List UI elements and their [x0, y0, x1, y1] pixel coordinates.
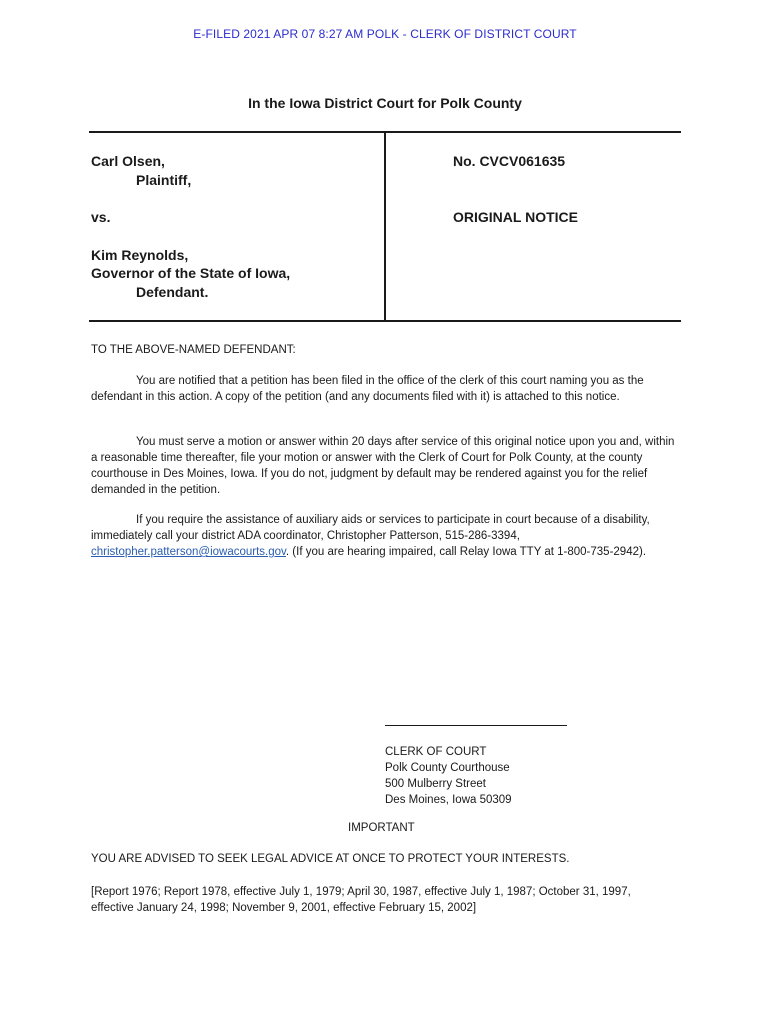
relay-text: . (If you are hearing impaired, call Relay Iowa TTY at 1-800-735-2942). [285, 546, 647, 558]
efiled-stamp: E-FILED 2021 APR 07 8:27 AM POLK - CLERK OF DISTRICT COURT [193, 27, 577, 41]
versus-label: vs. [91, 209, 111, 225]
notice-paragraph-3-text [91, 512, 676, 560]
courthouse-street: 500 Mulberry Street [385, 778, 486, 790]
signature-line [385, 725, 567, 726]
notice-paragraph-3 [91, 512, 676, 560]
ada-text: If you require the assistance of auxiliary aids or services to participate in court because of a disability, immediately call your district ADA coordinator, Christopher Patterson, 515-286-3394, [91, 514, 650, 542]
courthouse-city: Des Moines, Iowa 50309 [385, 794, 512, 806]
plaintiff-role: Plaintiff, [136, 172, 192, 188]
defendant-title: Governor of the State of Iowa, [91, 265, 291, 281]
caption-bottom-rule [89, 320, 681, 322]
plaintiff-name: Carl Olsen, [91, 153, 165, 169]
defendant-role: Defendant. [136, 284, 209, 300]
notice-paragraph-1-text: You are notified that a petition has been filed in the office of the clerk of this court naming you as the defendant in this action. A copy of the petition (and any documents filed with it) is attached to this notice. [91, 375, 644, 403]
caption-divider [384, 132, 386, 321]
report-history: [Report 1976; Report 1978, effective July 1, 1979; April 30, 1987, effective July 1, 1987; October 31, 1997, effective January 24, 1998; November 9, 2001, effective February 15, 2002] [91, 886, 631, 914]
notice-paragraph-2 [91, 434, 676, 498]
ada-email-link[interactable]: christopher.patterson@iowacourts.gov [91, 546, 286, 558]
important-heading: IMPORTANT [348, 822, 415, 834]
clerk-title: CLERK OF COURT [385, 746, 487, 758]
document-title: ORIGINAL NOTICE [453, 209, 578, 225]
legal-advice-notice: YOU ARE ADVISED TO SEEK LEGAL ADVICE AT ONCE TO PROTECT YOUR INTERESTS. [91, 853, 570, 865]
case-number: No. CVCV061635 [453, 153, 566, 169]
salutation: TO THE ABOVE-NAMED DEFENDANT: [91, 344, 296, 356]
notice-paragraph-1 [91, 373, 676, 405]
courthouse-name: Polk County Courthouse [385, 762, 510, 774]
defendant-name: Kim Reynolds, [91, 247, 189, 263]
clerk-address-block [385, 744, 512, 808]
notice-paragraph-2-text: You must serve a motion or answer within 20 days after service of this original notice upon you and, within a reasonable time thereafter, file your motion or answer with the Clerk of Court for Polk County, at the county courthouse in Des Moines, Iowa. If you do not, judgment by default may be rendered against you for the relief demanded in the petition. [91, 436, 675, 496]
court-title: In the Iowa District Court for Polk County [248, 95, 522, 111]
